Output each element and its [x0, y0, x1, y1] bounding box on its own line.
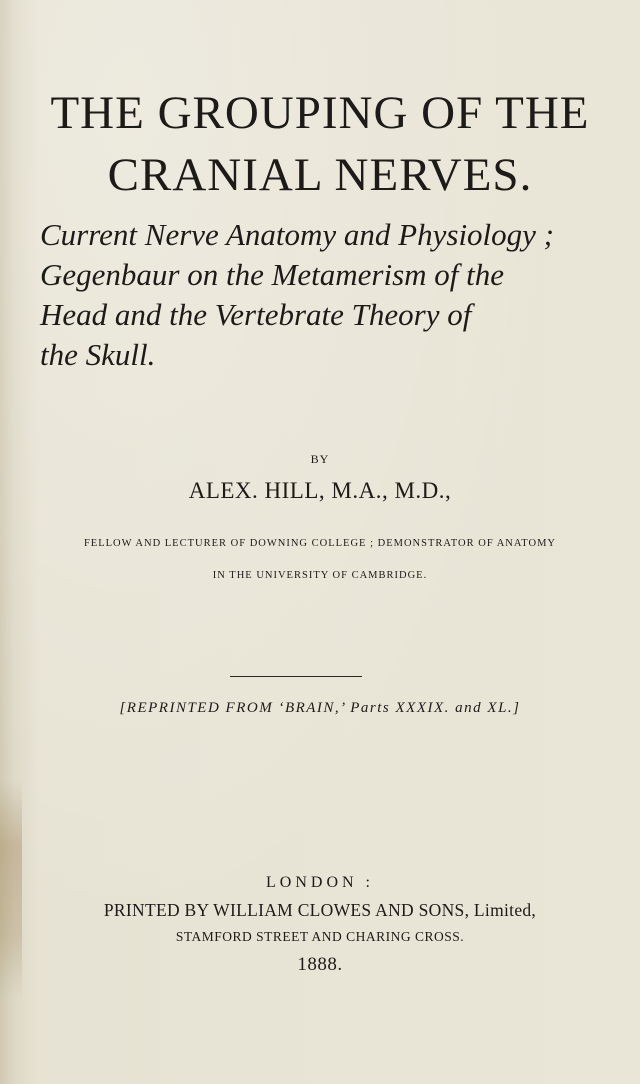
by-label: BY [310, 452, 330, 466]
book-subtitle [40, 215, 600, 375]
book-title [0, 82, 640, 206]
subtitle-line-1: Current Nerve Anatomy and Physiology ; [40, 217, 554, 252]
title-line-2: CRANIAL NERVES. [107, 149, 533, 201]
author-name: ALEX. HILL, M.A., M.D., [188, 478, 452, 503]
reprint-note: [REPRINTED FROM ‘BRAIN,’ Parts XXXIX. and XL.] [119, 700, 521, 716]
subtitle-line-2: Gegenbaur on the Metamerism of the [40, 257, 505, 292]
subtitle-line-4: the Skull. [40, 337, 156, 372]
printer-name: PRINTED BY WILLIAM CLOWES AND SONS, Limited, [103, 900, 537, 920]
publication-year: 1888. [297, 954, 343, 975]
title-line-1: THE GROUPING OF THE [50, 87, 590, 139]
subtitle-line-3: Head and the Vertebrate Theory of [40, 297, 472, 332]
horizontal-rule [230, 676, 362, 677]
imprint-city: LONDON : [266, 874, 374, 891]
author-affiliation-line-1: FELLOW AND LECTURER OF DOWNING COLLEGE ; DEMONSTRATOR OF ANATOMY [83, 538, 557, 549]
author-affiliation-line-2: IN THE UNIVERSITY OF CAMBRIDGE. [212, 570, 428, 581]
printer-address: STAMFORD STREET AND CHARING CROSS. [175, 929, 465, 944]
